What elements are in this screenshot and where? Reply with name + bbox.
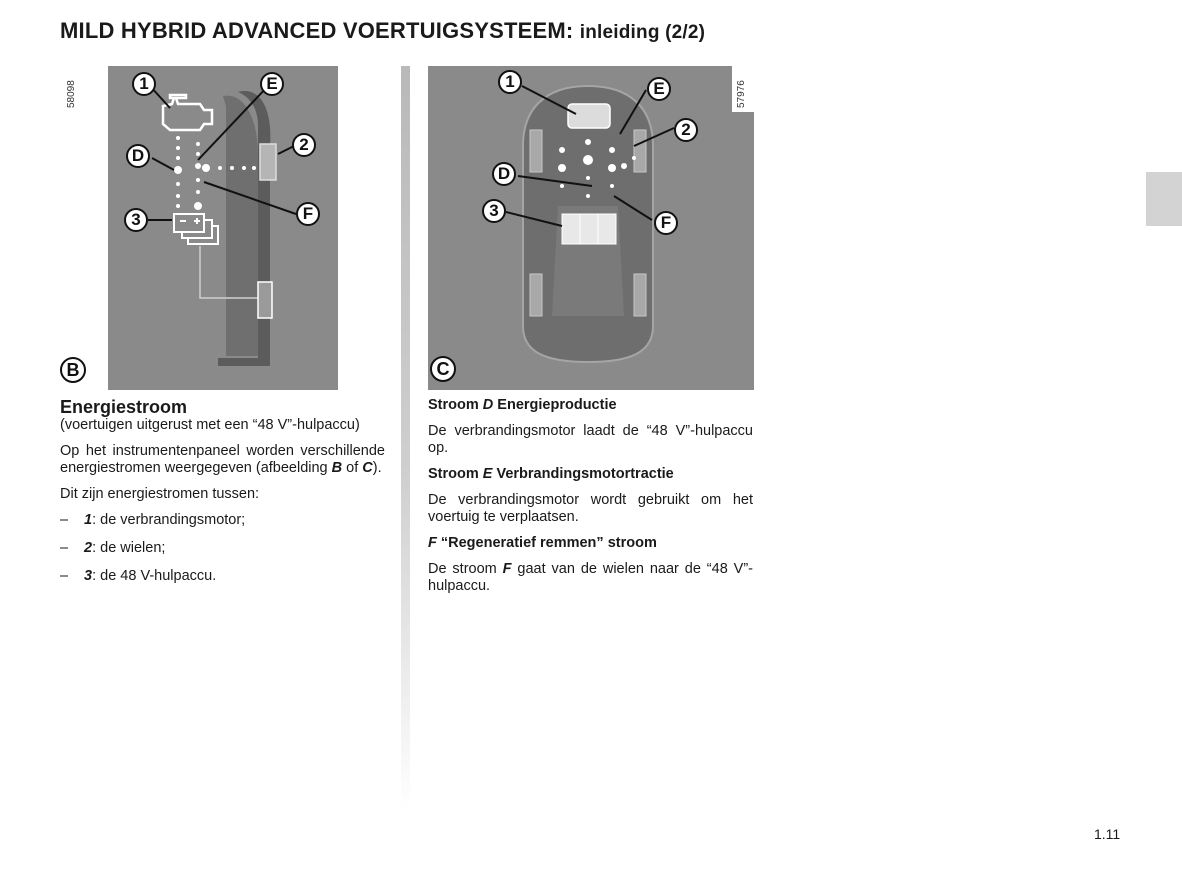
intro-text: Op het instrumentenpaneel worden verschillende energiestromen weergegeven (afbeelding — [60, 443, 385, 476]
heading-suffix: Energieproductie — [493, 397, 617, 413]
wheel-block — [260, 144, 276, 180]
list-item — [60, 568, 385, 585]
callout-1: 1 — [132, 72, 156, 96]
body-pre: De stroom — [428, 561, 503, 577]
page-title — [60, 18, 705, 44]
wheel-front-right — [634, 130, 646, 172]
callout-e: E — [260, 72, 284, 96]
callout-d: D — [492, 162, 516, 186]
list-num: 1 — [84, 512, 93, 528]
heading-note: (voertuigen uitgerust met een “48 V”-hulpaccu) — [60, 417, 360, 433]
engine-icon — [568, 104, 610, 128]
title-main: MILD HYBRID ADVANCED VOERTUIGSYSTEEM: — [60, 18, 574, 43]
figure-c-illustration — [428, 66, 754, 390]
right-text-column — [428, 397, 753, 604]
figure-c — [428, 66, 754, 390]
wheel-rear-right — [634, 274, 646, 316]
section-heading-energiestroom: Energiestroom — [60, 397, 188, 417]
heading-text: “Regeneratief remmen” stroom — [436, 535, 657, 551]
heading-suffix: Verbrandingsmotortractie — [492, 466, 674, 482]
left-text-column — [60, 397, 385, 596]
callout-1: 1 — [498, 70, 522, 94]
heading-prefix: Stroom — [428, 397, 483, 413]
intro-end: ). — [372, 460, 382, 476]
figure-c-code: 57976 — [736, 80, 747, 108]
callout-d: D — [126, 144, 150, 168]
wheel-rear-left — [530, 274, 542, 316]
body-stroom-f — [428, 561, 753, 595]
list-item — [60, 512, 385, 529]
column-divider — [401, 66, 410, 810]
list-num: 3 — [84, 568, 93, 584]
rear-block — [258, 282, 272, 318]
list-dash: – — [60, 540, 69, 556]
title-sub: inleiding (2/2) — [579, 22, 706, 43]
ref-c: C — [362, 460, 373, 476]
list-text: : de wielen; — [92, 540, 166, 556]
body-stroom-e: De verbrandingsmotor wordt gebruikt om het voertuig te verplaatsen. — [428, 492, 753, 525]
heading-letter: D — [482, 397, 494, 413]
list-dash: – — [60, 568, 69, 584]
list-text: : de verbrandingsmotor; — [92, 512, 246, 528]
callout-3: 3 — [482, 199, 506, 223]
body-stroom-d: De verbrandingsmotor laadt de “48 V”-hulpaccu op. — [428, 423, 753, 456]
figure-b-code: 58098 — [66, 80, 77, 108]
heading-stroom-f — [428, 535, 753, 552]
battery-icon — [562, 214, 616, 244]
list-text: : de 48 V-hulpaccu. — [92, 568, 217, 584]
list-num: 2 — [84, 540, 93, 556]
heading-stroom-d — [428, 397, 753, 414]
list-intro: Dit zijn energiestromen tussen: — [60, 486, 260, 502]
list-dash: – — [60, 512, 69, 528]
chapter-tab — [1146, 172, 1182, 226]
callout-2: 2 — [674, 118, 698, 142]
wheel-front-left — [530, 130, 542, 172]
intro-paragraph — [60, 443, 385, 477]
body-post: gaat van de wielen naar de “48 V”-hulpaccu. — [428, 561, 753, 594]
figure-b — [108, 66, 338, 390]
callout-3: 3 — [124, 208, 148, 232]
figure-c-label: C — [430, 356, 456, 382]
callout-f: F — [296, 202, 320, 226]
intro-of: of — [342, 460, 363, 476]
callout-f: F — [654, 211, 678, 235]
list-item — [60, 540, 385, 557]
heading-letter: F — [428, 535, 437, 551]
page-number: 1.11 — [1094, 826, 1121, 842]
callout-e: E — [647, 77, 671, 101]
body-letter: F — [502, 561, 512, 577]
ref-b: B — [331, 460, 343, 476]
heading-letter: E — [482, 466, 493, 482]
callout-2: 2 — [292, 133, 316, 157]
heading-prefix: Stroom — [428, 466, 483, 482]
heading-stroom-e — [428, 466, 753, 483]
figure-b-label: B — [60, 357, 86, 383]
